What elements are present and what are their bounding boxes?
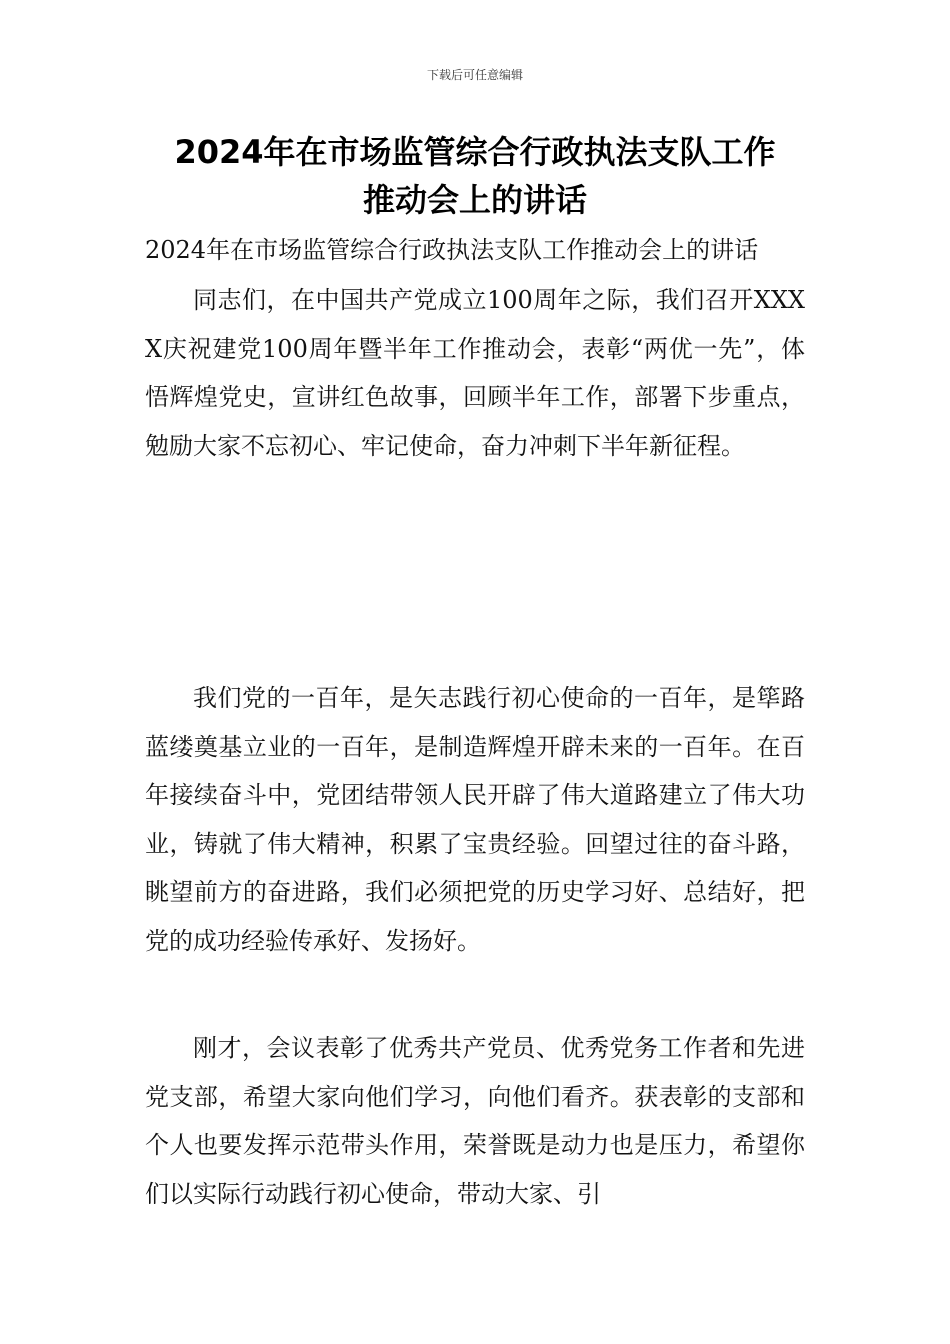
paragraph-2-text: 我们党的一百年，是矢志践行初心使命的一百年，是筚路蓝缕奠基立业的一百年，是制造辉煌开辟未来的一百年。在百年接续奋斗中，党团结带领人民开辟了伟大道路建立了伟大功业，铸就了伟大精神，积累了宝贵经验。回望过往的奋斗路，眺望前方的奋进路，我们必须把党的历史学习好、总结好，把党的成功经验传承好、发扬好。	[145, 684, 805, 955]
header-note: 下载后可任意编辑	[426, 68, 523, 82]
paragraph-1	[145, 276, 805, 470]
title-line-1: 2024年在市场监管综合行政执法支队工作	[174, 133, 776, 171]
subtitle-line: 2024年在市场监管综合行政执法支队工作推动会上的讲话	[145, 236, 759, 264]
document-title	[140, 128, 810, 224]
title-line-2: 推动会上的讲话	[362, 181, 587, 219]
paragraph-1-text: 同志们，在中国共产党成立100周年之际，我们召开XXXX庆祝建党100周年暨半年工作推动会，表彰“两优一先”，体悟辉煌党史，宣讲红色故事，回顾半年工作，部署下步重点，勉励大家不忘初心、牢记使命，奋力冲刺下半年新征程。	[145, 286, 805, 460]
paragraph-3	[145, 1024, 805, 1218]
paragraph-2	[145, 674, 805, 965]
paragraph-3-text: 刚才，会议表彰了优秀共产党员、优秀党务工作者和先进党支部，希望大家向他们学习，向他们看齐。获表彰的支部和个人也要发挥示范带头作用，荣誉既是动力也是压力，希望你们以实际行动践行初心使命，带动大家、引	[145, 1034, 805, 1208]
